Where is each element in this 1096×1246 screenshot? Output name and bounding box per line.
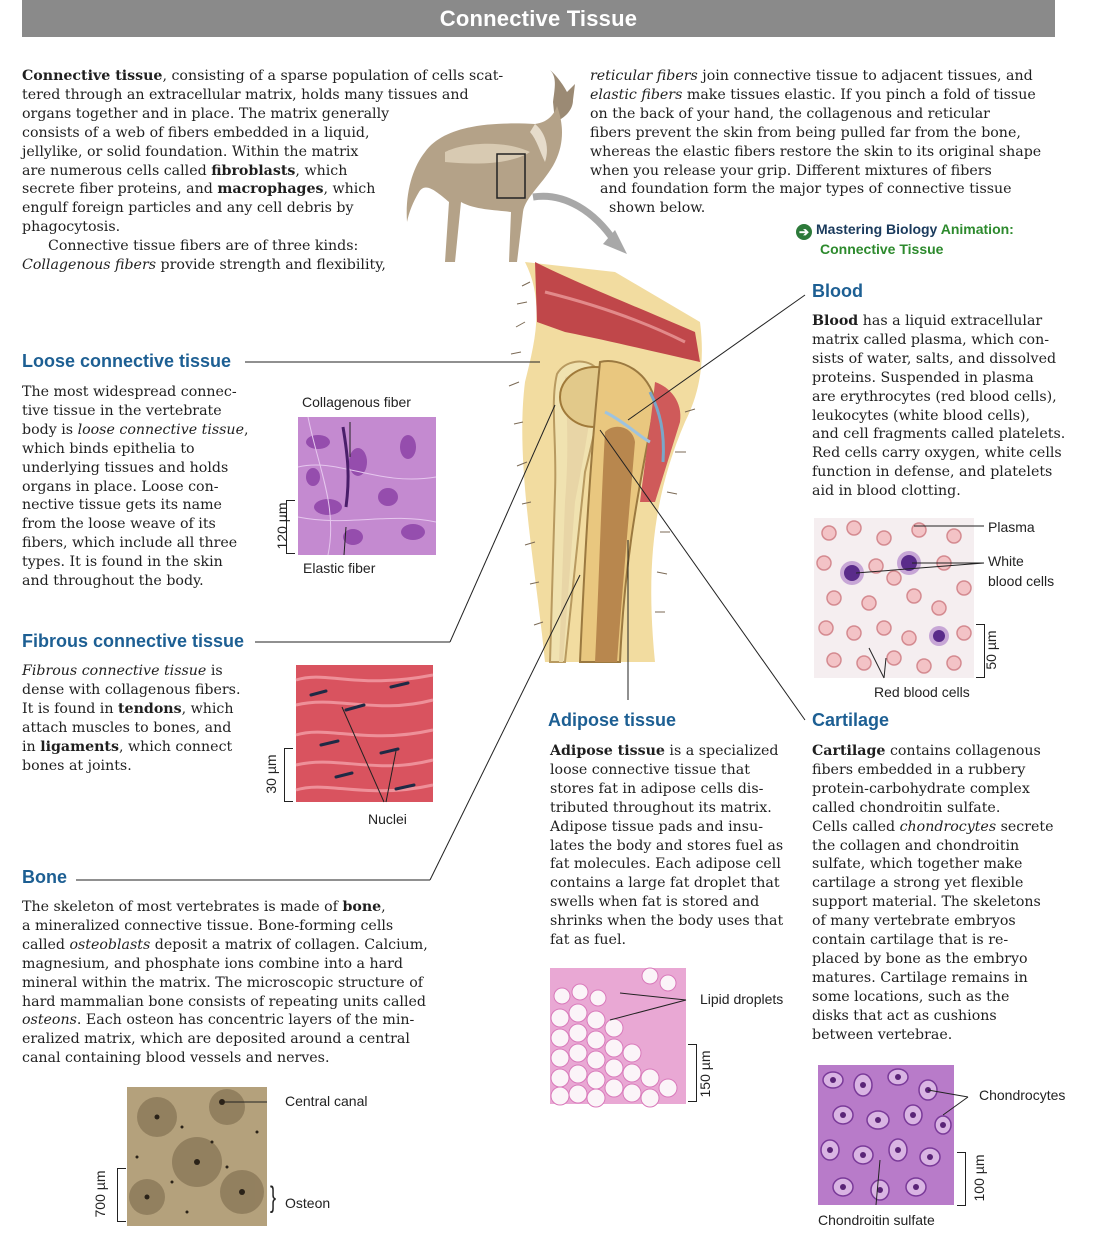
mastering-biology-link[interactable]: ➔ Mastering Biology Animation: Connective Tissue: [796, 220, 1014, 259]
cartilage-body: Cartilage contains collagenous fibers embedded in a rubbery protein-carbohydrate complex called chondroitin sulfate. Cells called chondrocytes secrete the collagen and chondroitin sulfate, which together make cartilage a strong yet flexible support material. The skeletons of many vertebrate embryos contain cartilage that is re- placed by bone as the embryo matures. Cartilage remains in some locations, such as the disks that act as cushions between vertebrae.: [812, 743, 1054, 1043]
cartilage-heading: Cartilage: [812, 710, 890, 730]
osteon-label: Osteon: [285, 1195, 331, 1211]
term-connective-tissue: Connective tissue: [22, 68, 163, 84]
bone-heading: Bone: [22, 867, 67, 887]
osteon-brace: }: [270, 1181, 277, 1214]
central-canal-label: Central canal: [285, 1093, 368, 1109]
cartilage-micrograph: [818, 1065, 954, 1205]
intro-line: whereas the elastic fibers restore the skin to its original shape: [590, 143, 1042, 160]
loose-heading: Loose connective tissue: [22, 351, 232, 371]
chondrocytes-label: Chondrocytes: [979, 1087, 1066, 1103]
intro-line: phagocytosis.: [22, 219, 121, 236]
intro-line: engulf foreign particles and any cell debris by: [22, 200, 354, 217]
lipid-droplets-label: Lipid droplets: [700, 991, 784, 1007]
red-blood-cells-label: Red blood cells: [874, 684, 970, 700]
intro-line: consists of a web of fibers embedded in a liquid,: [22, 124, 370, 141]
bone-micrograph: [127, 1087, 267, 1226]
banner-title: Connective Tissue: [439, 6, 638, 31]
intro-left: Connective tissue, consisting of a sparse population of cells scat- tered through an extracellular matrix, holds many tissues and organs together and in place. The matrix generally consists of a web of fibers embedded in a liquid, jellylike, or solid foundation. Within the matrix are numerous cells called fibroblasts, which secrete fiber proteins, and macrophages, which engulf foreign particles and any cell debris by phagocytosis. Connective tissue fibers are of three kinds: Collagenous fibers provide strength and flexibility,: [22, 67, 522, 275]
intro-line: and foundation form the major types of connective tissue: [600, 181, 1012, 198]
bone-scale-label: 700 µm: [92, 1170, 108, 1218]
cartilage-scale-bar: [957, 1152, 966, 1206]
chondroitin-sulfate-label: Chondroitin sulfate: [818, 1212, 935, 1228]
adipose-scale-label: 150 µm: [697, 1050, 713, 1098]
elastic-fiber-label: Elastic fiber: [303, 560, 376, 576]
cartilage-scale-label: 100 µm: [971, 1154, 987, 1202]
loose-body: The most widespread connec- tive tissue in the vertebrate body is loose connective tissue, which binds epithelia to underlying tissues and holds organs in place. Loose con- nective tissue gets its name from the loose weave of its fibers, which include all three types. It is found in the skin and throughout the body.: [22, 384, 249, 590]
bone-body: The skeleton of most vertebrates is made of bone, a mineralized connective tissue. Bone-forming cells called osteoblasts deposit a matrix of collagen. Calcium, magnesium, and phosphate ions combine into a hard mineral within the matrix. The microscopic structure of hard mammalian bone consists of repeating units called osteons. Each osteon has concentric layers of the min- eralized matrix, which are deposited around a central canal containing blood vessels and nerves.: [22, 899, 428, 1067]
fibrous-scale-bar: [284, 748, 293, 802]
adipose-body: Adipose tissue is a specialized loose connective tissue that stores fat in adipose cells dis- tributed throughout its matrix. Adipose tissue pads and insu- lates the body and stores fuel as fat molecules. Each adipose cell contains a large fat droplet that swells when fat is stored and shrinks when the body uses that fat as fuel.: [550, 743, 784, 949]
intro-line: on the back of your hand, the collagenous and reticular: [590, 105, 990, 122]
loose-tissue-micrograph: [298, 417, 436, 555]
intro-right: reticular fibers join connective tissue to adjacent tissues, and elastic fibers make tissues elastic. If you pinch a fold of tissue on the back of your hand, the collagenous and reticular fibers prevent the skin from being pulled far from the bone, whereas the elastic fibers restore the skin to its original shape when you release your grip. Different mixtures of fibers and foundation form the major types of connective tissue shown below.: [590, 67, 1060, 218]
intro-line: Connective tissue fibers are of three kinds:: [48, 238, 359, 255]
adipose-micrograph: [550, 968, 686, 1104]
fibrous-scale-label: 30 µm: [263, 754, 279, 794]
adipose-scale-bar: [688, 1044, 697, 1102]
bone-scale-bar: [117, 1168, 126, 1222]
blood-heading: Blood: [812, 281, 863, 301]
arrow-right-icon: ➔: [796, 224, 812, 240]
plasma-label: Plasma: [988, 519, 1035, 535]
intro-line: shown below.: [609, 200, 706, 217]
collagenous-fiber-label: Collagenous fiber: [302, 394, 411, 410]
blood-body: Blood has a liquid extracellular matrix called plasma, which con- sists of water, salts, and dissolved proteins. Suspended in plasma are erythrocytes (red blood cells), leukocytes (white blood cells), and cell fragments called platelets. Red cells carry oxygen, white cells function in defense, and platelets aid in blood clotting.: [812, 313, 1066, 500]
loose-scale-label: 120 µm: [274, 502, 290, 550]
white-blood-cells-label-1: White: [988, 553, 1024, 569]
intro-line: organs together and in place. The matrix generally: [22, 105, 390, 122]
white-blood-cells-label-2: blood cells: [988, 573, 1055, 589]
intro-line: fibers prevent the skin from being pulled far from the bone,: [590, 124, 1021, 141]
blood-scale-label: 50 µm: [983, 630, 999, 670]
blood-micrograph: [814, 518, 974, 678]
intro-line: when you release your grip. Different mixtures of fibers: [590, 162, 992, 179]
intro-line: tered through an extracellular matrix, holds many tissues and: [22, 86, 469, 103]
fibrous-heading: Fibrous connective tissue: [22, 631, 245, 651]
fibrous-body: Fibrous connective tissue is dense with collagenous fibers. It is found in tendons, which attach muscles to bones, and in ligaments, which connect bones at joints.: [22, 663, 241, 774]
adipose-heading: Adipose tissue: [548, 710, 677, 730]
nuclei-label: Nuclei: [368, 811, 407, 827]
fibrous-tissue-micrograph: [296, 665, 433, 802]
intro-line: jellylike, or solid foundation. Within the matrix: [22, 143, 359, 160]
